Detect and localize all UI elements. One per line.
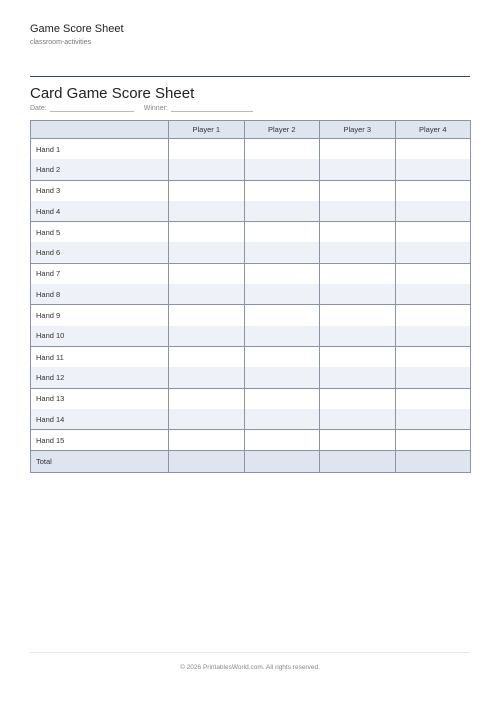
score-cell[interactable] [320, 367, 396, 388]
score-cell[interactable] [169, 305, 245, 326]
score-cell[interactable] [320, 159, 396, 180]
score-cell[interactable] [395, 180, 471, 201]
score-cell[interactable] [395, 222, 471, 243]
score-cell[interactable] [244, 284, 320, 305]
score-cell[interactable] [320, 346, 396, 367]
site-category: classroom-activities [30, 39, 92, 46]
table-row [31, 263, 471, 284]
table-row [31, 201, 471, 222]
score-cell[interactable] [169, 367, 245, 388]
hand-label: Hand 11 [31, 346, 169, 367]
table-row [31, 388, 471, 409]
score-cell[interactable] [320, 201, 396, 222]
table-header-row [31, 121, 471, 139]
table-row [31, 305, 471, 326]
hand-label: Hand 6 [31, 242, 169, 263]
column-header-player-4: Player 4 [395, 121, 471, 139]
score-cell[interactable] [395, 139, 471, 160]
score-cell[interactable] [395, 284, 471, 305]
table-row [31, 139, 471, 160]
header-divider [30, 76, 470, 77]
score-cell[interactable] [320, 409, 396, 430]
score-cell[interactable] [395, 430, 471, 451]
score-cell[interactable] [244, 159, 320, 180]
hand-label: Hand 5 [31, 222, 169, 243]
hand-label: Hand 15 [31, 430, 169, 451]
table-row [31, 242, 471, 263]
winner-label: Winner: [143, 105, 168, 112]
page-header [30, 23, 470, 46]
score-cell[interactable] [169, 201, 245, 222]
score-cell[interactable] [395, 159, 471, 180]
sheet-meta [30, 104, 253, 112]
score-cell[interactable] [395, 346, 471, 367]
score-cell[interactable] [169, 284, 245, 305]
hand-label: Hand 2 [31, 159, 169, 180]
table-row [31, 222, 471, 243]
score-cell[interactable] [244, 367, 320, 388]
score-cell[interactable] [169, 409, 245, 430]
score-cell[interactable] [169, 242, 245, 263]
score-cell[interactable] [244, 201, 320, 222]
score-cell[interactable] [244, 430, 320, 451]
column-header-player-3: Player 3 [320, 121, 396, 139]
copyright-footer: © 2026 PrintablesWorld.com. All rights reserved. [180, 664, 320, 671]
score-cell[interactable] [320, 326, 396, 347]
score-cell[interactable] [320, 242, 396, 263]
hand-label: Hand 12 [31, 367, 169, 388]
score-cell[interactable] [169, 263, 245, 284]
hand-label: Hand 4 [31, 201, 169, 222]
table-row [31, 284, 471, 305]
score-cell[interactable] [169, 159, 245, 180]
score-cell[interactable] [169, 346, 245, 367]
score-cell[interactable] [244, 388, 320, 409]
score-cell[interactable] [320, 139, 396, 160]
score-cell[interactable] [169, 430, 245, 451]
total-row [31, 450, 471, 472]
score-cell[interactable] [395, 388, 471, 409]
table-row [31, 159, 471, 180]
hand-label: Hand 9 [31, 305, 169, 326]
score-cell[interactable] [320, 430, 396, 451]
table-body [31, 139, 471, 473]
hand-label: Hand 13 [31, 388, 169, 409]
score-cell[interactable] [320, 388, 396, 409]
hand-label: Hand 7 [31, 263, 169, 284]
score-cell[interactable] [320, 180, 396, 201]
table-row [31, 180, 471, 201]
column-header-player-2: Player 2 [244, 121, 320, 139]
hand-label: Hand 1 [31, 139, 169, 160]
score-cell[interactable] [320, 222, 396, 243]
date-label: Date: [30, 105, 47, 112]
score-cell[interactable] [169, 222, 245, 243]
table-row [31, 409, 471, 430]
column-header-blank [31, 121, 169, 139]
total-label: Total [31, 450, 169, 472]
score-cell[interactable] [320, 305, 396, 326]
total-cell[interactable] [244, 450, 320, 472]
score-cell[interactable] [244, 346, 320, 367]
score-cell[interactable] [244, 263, 320, 284]
score-cell[interactable] [395, 326, 471, 347]
score-cell[interactable] [244, 242, 320, 263]
table-row [31, 367, 471, 388]
score-cell[interactable] [395, 201, 471, 222]
table-row [31, 326, 471, 347]
score-cell[interactable] [320, 263, 396, 284]
winner-field[interactable] [144, 104, 253, 112]
total-cell[interactable] [169, 450, 245, 472]
hand-label: Hand 14 [31, 409, 169, 430]
column-header-player-1: Player 1 [169, 121, 245, 139]
total-cell[interactable] [320, 450, 396, 472]
hand-label: Hand 8 [31, 284, 169, 305]
score-cell[interactable] [395, 305, 471, 326]
footer-divider [30, 652, 470, 653]
score-cell[interactable] [395, 409, 471, 430]
winner-blank-line[interactable] [171, 104, 253, 112]
score-cell[interactable] [395, 242, 471, 263]
table-row [31, 346, 471, 367]
table-row [31, 430, 471, 451]
score-cell[interactable] [169, 139, 245, 160]
score-cell[interactable] [169, 180, 245, 201]
score-cell[interactable] [320, 284, 396, 305]
total-cell[interactable] [395, 450, 471, 472]
score-cell[interactable] [244, 326, 320, 347]
hand-label: Hand 10 [31, 326, 169, 347]
score-cell[interactable] [169, 388, 245, 409]
score-cell[interactable] [395, 263, 471, 284]
sheet-title: Card Game Score Sheet [30, 85, 195, 102]
hand-label: Hand 3 [31, 180, 169, 201]
score-cell[interactable] [244, 139, 320, 160]
score-cell[interactable] [244, 409, 320, 430]
date-field[interactable] [30, 104, 134, 112]
score-cell[interactable] [244, 222, 320, 243]
score-cell[interactable] [169, 326, 245, 347]
score-cell[interactable] [244, 180, 320, 201]
date-blank-line[interactable] [50, 104, 134, 112]
score-table [30, 120, 471, 473]
score-cell[interactable] [244, 305, 320, 326]
site-title: Game Score Sheet [30, 23, 124, 35]
score-cell[interactable] [395, 367, 471, 388]
